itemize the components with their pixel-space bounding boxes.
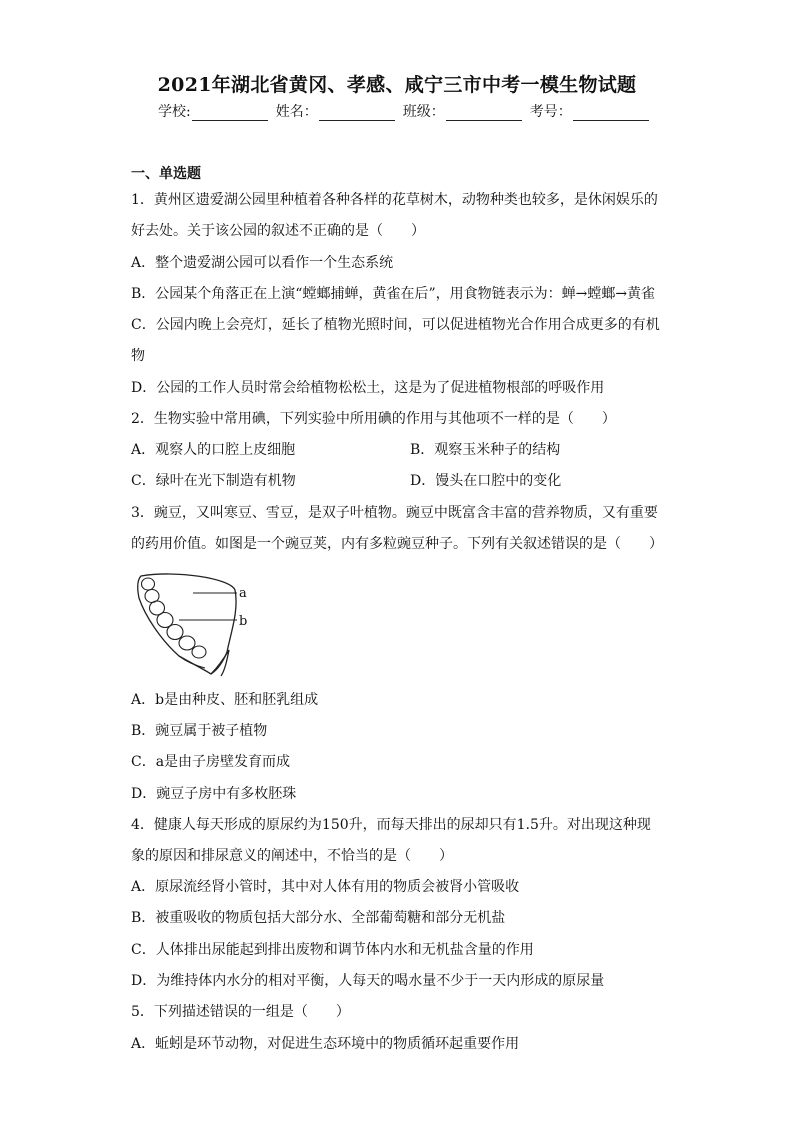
q3-stem-line2: 的药用价值。如图是一个豌豆荚，内有多粒豌豆种子。下列有关叙述错误的是（ ） xyxy=(131,536,663,552)
q1-option-c-line1: C．公园内晚上会亮灯，延长了植物光照时间，可以促进植物光合作用合成更多的有机 xyxy=(131,317,660,333)
q1-option-a: A．整个遗爱湖公园可以看作一个生态系统 xyxy=(131,255,394,271)
name-blank xyxy=(319,108,395,121)
figure-label-b: b xyxy=(239,614,248,629)
school-label: 学校: xyxy=(158,104,191,120)
exam-number-blank xyxy=(573,108,649,121)
q3-stem-line1: 3．豌豆，又叫寒豆、雪豆，是双子叶植物。豌豆中既富含丰富的营养物质，又有重要 xyxy=(131,505,658,521)
q2-option-c: C．绿叶在光下制造有机物 xyxy=(131,473,296,489)
q1-stem-line2: 好去处。关于该公园的叙述不正确的是（ ） xyxy=(131,223,425,239)
student-info-row xyxy=(158,101,657,121)
figure-label-a: a xyxy=(239,586,247,601)
q3-option-c: C．a是由子房壁发育而成 xyxy=(131,754,291,770)
q1-option-b: B．公园某个角落正在上演“螳螂捕蝉，黄雀在后”，用食物链表示为：蝉→螳螂→黄雀 xyxy=(131,286,656,302)
q3-option-a: A．b是由种皮、胚和胚乳组成 xyxy=(131,692,319,708)
class-label: 班级： xyxy=(402,104,445,120)
q1-option-c-line2: 物 xyxy=(131,348,145,364)
class-blank xyxy=(446,108,522,121)
q3-option-d: D．豌豆子房中有多枚胚珠 xyxy=(131,786,297,802)
pea-pod-figure xyxy=(135,570,265,680)
q4-stem-line1: 4．健康人每天形成的原尿约为150升，而每天排出的尿却只有1.5升。对出现这种现 xyxy=(131,817,651,833)
q4-option-c: C．人体排出尿能起到排出废物和调节体内水和无机盐含量的作用 xyxy=(131,942,534,958)
q4-option-d: D．为维持体内水分的相对平衡，人每天的喝水量不少于一天内形成的原尿量 xyxy=(131,973,605,989)
q1-option-d: D．公园的工作人员时常会给植物松松土，这是为了促进植物根部的呼吸作用 xyxy=(131,380,605,396)
q5-stem: 5．下列描述错误的一组是（ ） xyxy=(131,1004,350,1020)
name-field xyxy=(276,101,395,121)
q2-option-a: A．观察人的口腔上皮细胞 xyxy=(131,442,296,458)
name-label: 姓名： xyxy=(275,104,318,120)
q4-option-b: B．被重吸收的物质包括大部分水、全部葡萄糖和部分无机盐 xyxy=(131,910,506,926)
exam-number-field xyxy=(530,101,649,121)
section-heading: 一、单选题 xyxy=(131,166,201,182)
school-field xyxy=(158,101,268,121)
pea-pod-illustration xyxy=(135,570,265,680)
q3-option-b: B．豌豆属于被子植物 xyxy=(131,723,268,739)
q4-stem-line2: 象的原因和排尿意义的阐述中，不恰当的是（ ） xyxy=(131,848,453,864)
exam-number-label: 考号： xyxy=(529,104,572,120)
q2-option-d: D．馒头在口腔中的变化 xyxy=(410,473,562,489)
school-blank xyxy=(192,108,268,121)
class-field xyxy=(403,101,522,121)
q5-option-a: A．蚯蚓是环节动物，对促进生态环境中的物质循环起重要作用 xyxy=(131,1036,520,1052)
q1-stem-line1: 1．黄州区遗爱湖公园里种植着各种各样的花草树木，动物种类也较多，是休闲娱乐的 xyxy=(131,192,658,208)
exam-title: 2021年湖北省黄冈、孝感、咸宁三市中考一模生物试题 xyxy=(157,74,637,96)
q2-option-b: B．观察玉米种子的结构 xyxy=(410,442,561,458)
q2-stem: 2．生物实验中常用碘，下列实验中所用碘的作用与其他项不一样的是（ ） xyxy=(131,411,616,427)
q4-option-a: A．原尿流经肾小管时，其中对人体有用的物质会被肾小管吸收 xyxy=(131,879,520,895)
